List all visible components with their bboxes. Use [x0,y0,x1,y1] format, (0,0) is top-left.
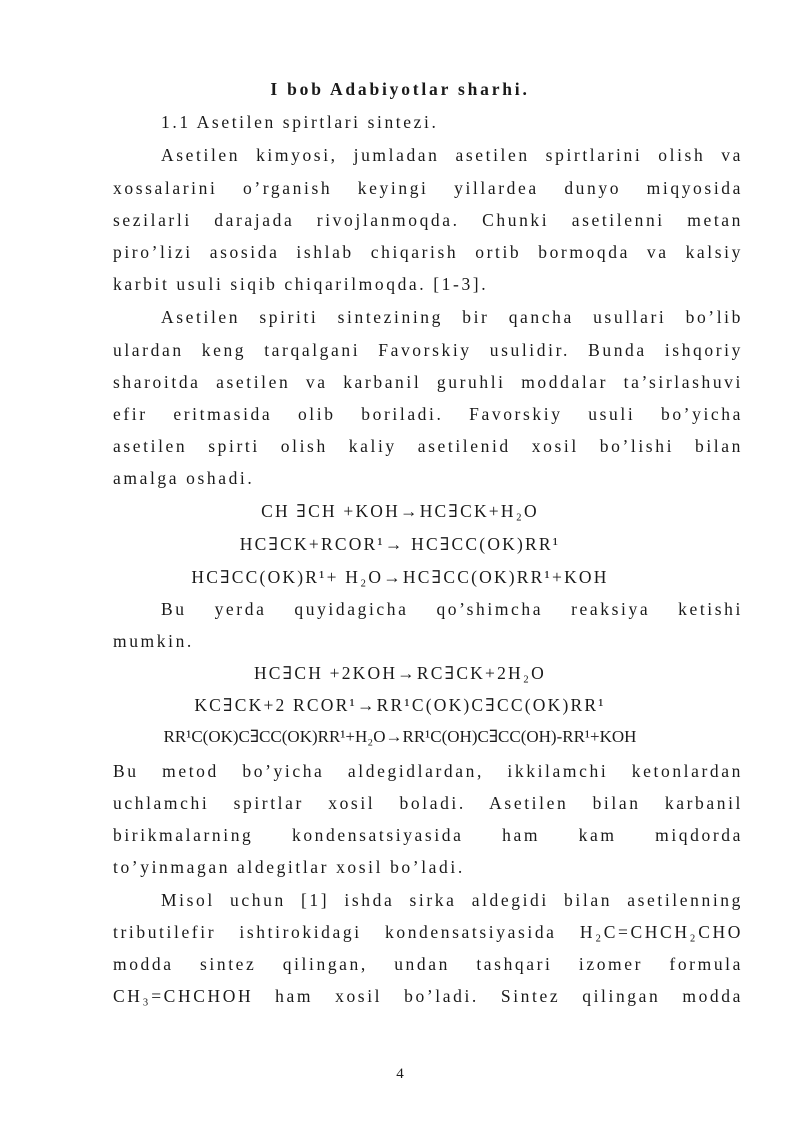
paragraph-5-line: Misol uchun [1] ishda sirka aldegidi bilan asetilenning [161,890,743,910]
chapter-heading: I bob Adabiyotlar sharhi. [270,79,530,99]
paragraph-2-line: sharoitda asetilen va karbanil guruhli moddalar ta’sirlashuvi [113,372,743,392]
equation-5: KC∃CK+2 RCOR¹→RR¹C(OK)C∃CC(OK)RR¹ [194,695,606,715]
paragraph-1-line: Asetilen kimyosi, jumladan asetilen spirtlarini olish va [161,145,743,165]
page-number: 4 [396,1066,404,1082]
paragraph-1-line: sezilarli darajada rivojlanmoqda. Chunki asetilenni metan [113,210,743,230]
section-title: 1.1 Asetilen spirtlari sintezi. [161,112,439,132]
equation-1: CH ∃CH +KOH→HC∃CK+H₂O [261,501,539,521]
paragraph-2-line: Asetilen spiriti sintezining bir qancha usullari bo’lib [161,307,743,327]
equation-6: RR¹C(OK)C∃CC(OK)RR¹+H₂O→RR¹C(OH)C∃CC(OH)-RR¹+KOH [163,727,637,746]
equation-2: HC∃CK+RCOR¹→ HC∃CC(OK)RR¹ [239,534,561,554]
paragraph-1-line: xossalarini o’rganish keyingi yillardea dunyo miqyosida [113,178,743,198]
paragraph-5-line: CH₃=CHCHOH ham xosil bo’ladi. Sintez qilingan modda [113,986,743,1006]
paragraph-2-line: amalga oshadi. [113,468,255,488]
paragraph-4-line: Bu metod bo’yicha aldegidlardan, ikkilamchi ketonlardan [113,761,743,781]
paragraph-3-line: Bu yerda quyidagicha qo’shimcha reaksiya ketishi [161,599,743,619]
paragraph-4-line: to’yinmagan aldegitlar xosil bo’ladi. [113,857,465,877]
paragraph-1-line: karbit usuli siqib chiqarilmoqda. [1-3]. [113,274,489,294]
equation-4: HC∃CH +2KOH→RC∃CK+2H₂O [253,663,547,683]
paragraph-2-line: asetilen spirti olish kaliy asetilenid xosil bo’lishi bilan [113,436,743,456]
paragraph-1-line: piro’lizi asosida ishlab chiqarish ortib bormoqda va kalsiy [113,242,743,262]
paragraph-3-line: mumkin. [113,631,194,651]
paragraph-2-line: ulardan keng tarqalgani Favorskiy usulidir. Bunda ishqoriy [113,340,743,360]
equation-3: HC∃CC(OK)R¹+ H₂O→HC∃CC(OK)RR¹+KOH [191,567,609,587]
paragraph-5-line: modda sintez qilingan, undan tashqari izomer formula [113,954,743,974]
paragraph-2-line: efir eritmasida olib boriladi. Favorskiy usuli bo’yicha [113,404,743,424]
paragraph-4-line: birikmalarning kondensatsiyasida ham kam miqdorda [113,825,743,845]
paragraph-5-line: tributilefir ishtirokidagi kondensatsiyasida H₂C=CHCH₂CHO [113,922,743,942]
paragraph-4-line: uchlamchi spirtlar xosil boladi. Asetilen bilan karbanil [113,793,743,813]
